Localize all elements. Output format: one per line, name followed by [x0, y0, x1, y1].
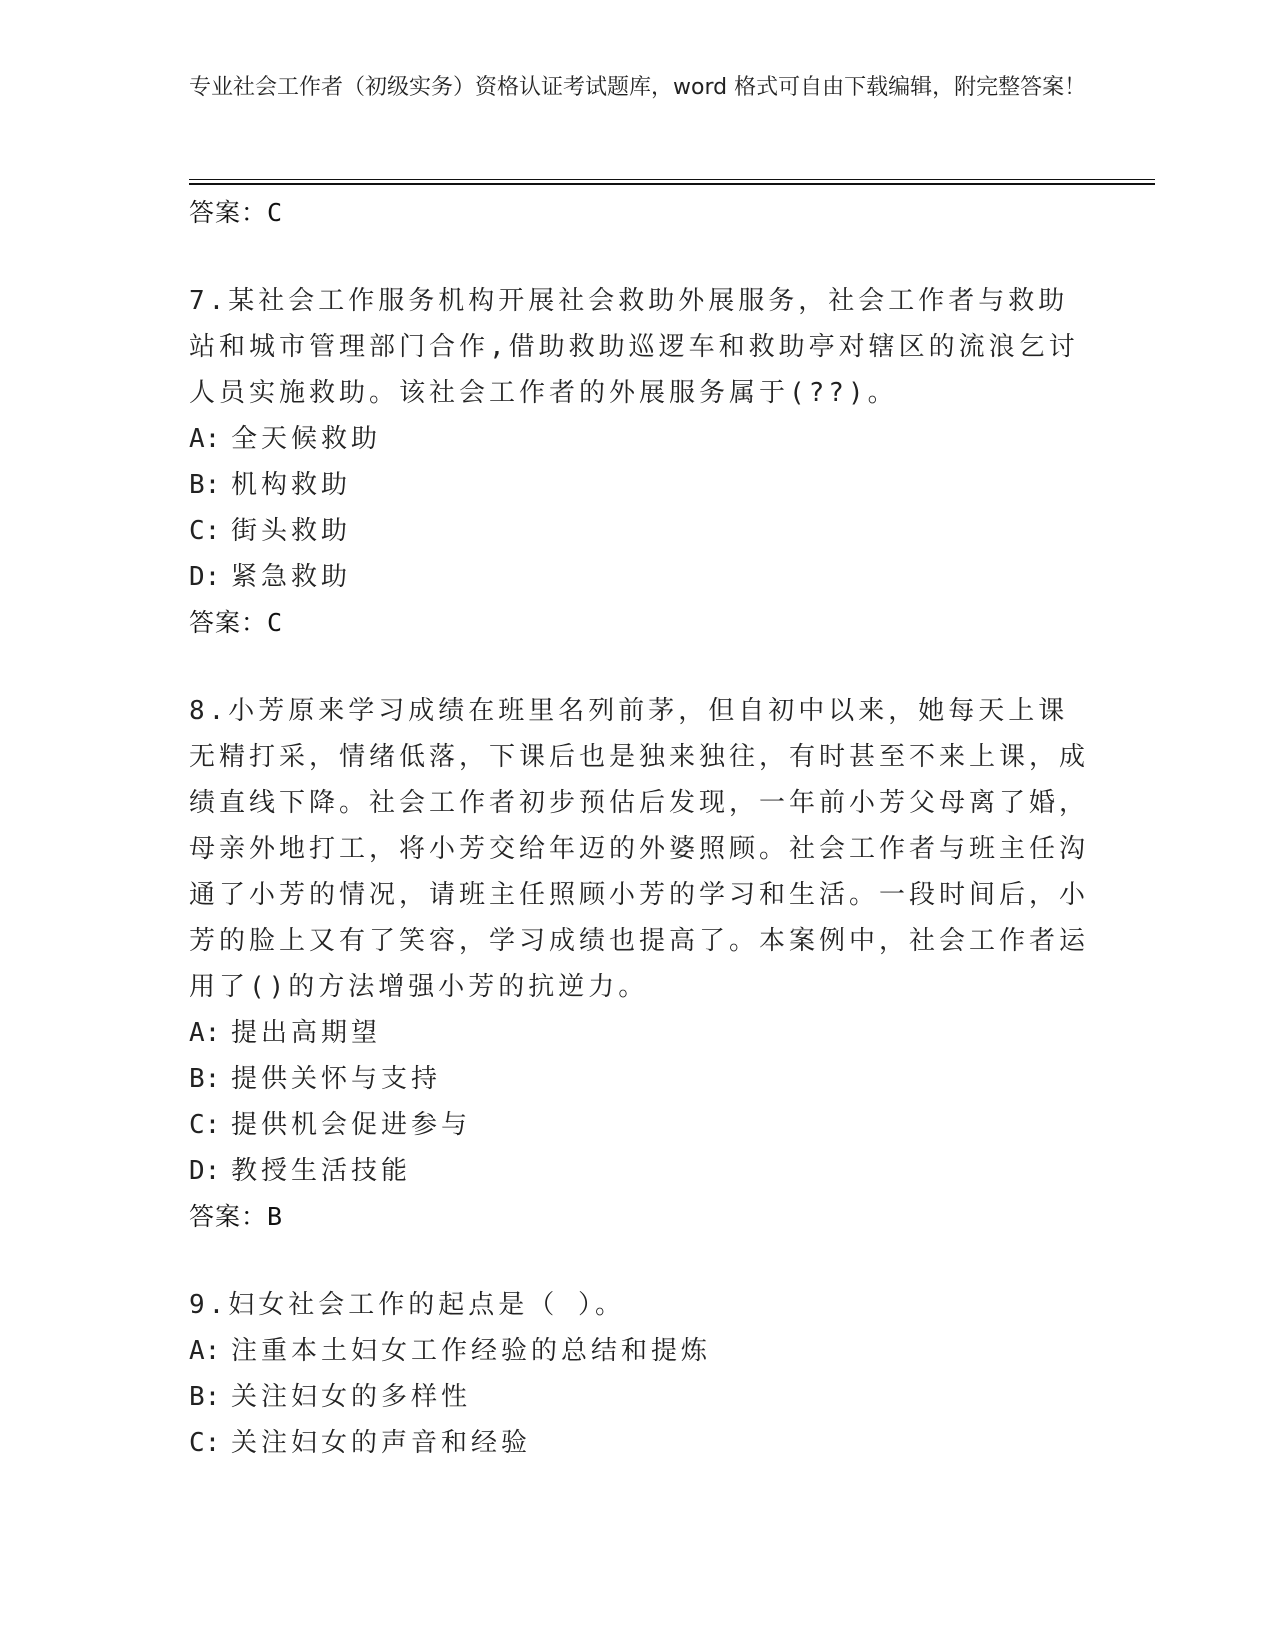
question-stem: 8.小芳原来学习成绩在班里名列前茅，但自初中以来，她每天上课无精打采，情绪低落，下课后也是独来独往，有时甚至不来上课，成绩直线下降。社会工作者初步预估后发现，一年前小芳父母离了婚，母亲外地打工，将小芳交给年迈的外婆照顾。社会工作者与班主任沟通了小芳的情况，请班主任照顾小芳的学习和生活。一段时间后，小芳的脸上又有了笑容，学习成绩也提高了。本案例中，社会工作者运用了()的方法增强小芳的抗逆力。: [189, 696, 1090, 1002]
option-text: 关注妇女的声音和经验: [231, 1428, 532, 1458]
option-item: [189, 416, 1089, 462]
header-divider-thick: [189, 183, 1155, 185]
option-text: 提出高期望: [231, 1018, 382, 1048]
option-text: 提供关怀与支持: [231, 1064, 442, 1094]
option-item: [189, 1056, 1089, 1102]
option-item: [189, 1102, 1089, 1148]
question-stem: 9.妇女社会工作的起点是（ ）。: [189, 1290, 625, 1320]
answer-line: 答案：C: [189, 608, 284, 637]
question-stem: 7.某社会工作服务机构开展社会救助外展服务，社会工作者与救助站和城市管理部门合作,借助救助巡逻车和救助亭对辖区的流浪乞讨人员实施救助。该社会工作者的外展服务属于(??)。: [189, 286, 1079, 408]
option-letter: A:: [189, 1018, 221, 1048]
answer-line: 答案：B: [189, 1202, 284, 1231]
option-text: 教授生活技能: [231, 1156, 412, 1186]
option-letter: D:: [189, 562, 221, 592]
option-letter: C:: [189, 1110, 221, 1140]
option-text: 全天候救助: [231, 424, 382, 454]
option-letter: A:: [189, 1336, 221, 1366]
option-text: 街头救助: [231, 516, 352, 546]
option-text: 注重本土妇女工作经验的总结和提炼: [231, 1336, 712, 1366]
option-text: 关注妇女的多样性: [231, 1382, 472, 1412]
option-text: 机构救助: [231, 470, 352, 500]
option-item: [189, 1328, 1089, 1374]
option-letter: A:: [189, 424, 221, 454]
answer-line: 答案：C: [189, 198, 284, 227]
option-letter: B:: [189, 470, 221, 500]
option-item: [189, 508, 1089, 554]
option-letter: B:: [189, 1064, 221, 1094]
option-item: [189, 554, 1089, 600]
option-text: 紧急救助: [231, 562, 352, 592]
option-item: [189, 462, 1089, 508]
option-letter: D:: [189, 1156, 221, 1186]
option-letter: B:: [189, 1382, 221, 1412]
option-letter: C:: [189, 516, 221, 546]
option-item: [189, 1148, 1089, 1194]
option-item: [189, 1010, 1089, 1056]
option-text: 提供机会促进参与: [231, 1110, 472, 1140]
header-divider-thin: [189, 179, 1155, 180]
option-letter: C:: [189, 1428, 221, 1458]
option-item: [189, 1420, 1089, 1466]
document-body: [189, 186, 1089, 1466]
page-header: 专业社会工作者（初级实务）资格认证考试题库，word 格式可自由下载编辑，附完整答案！: [189, 75, 1087, 100]
option-item: [189, 1374, 1089, 1420]
